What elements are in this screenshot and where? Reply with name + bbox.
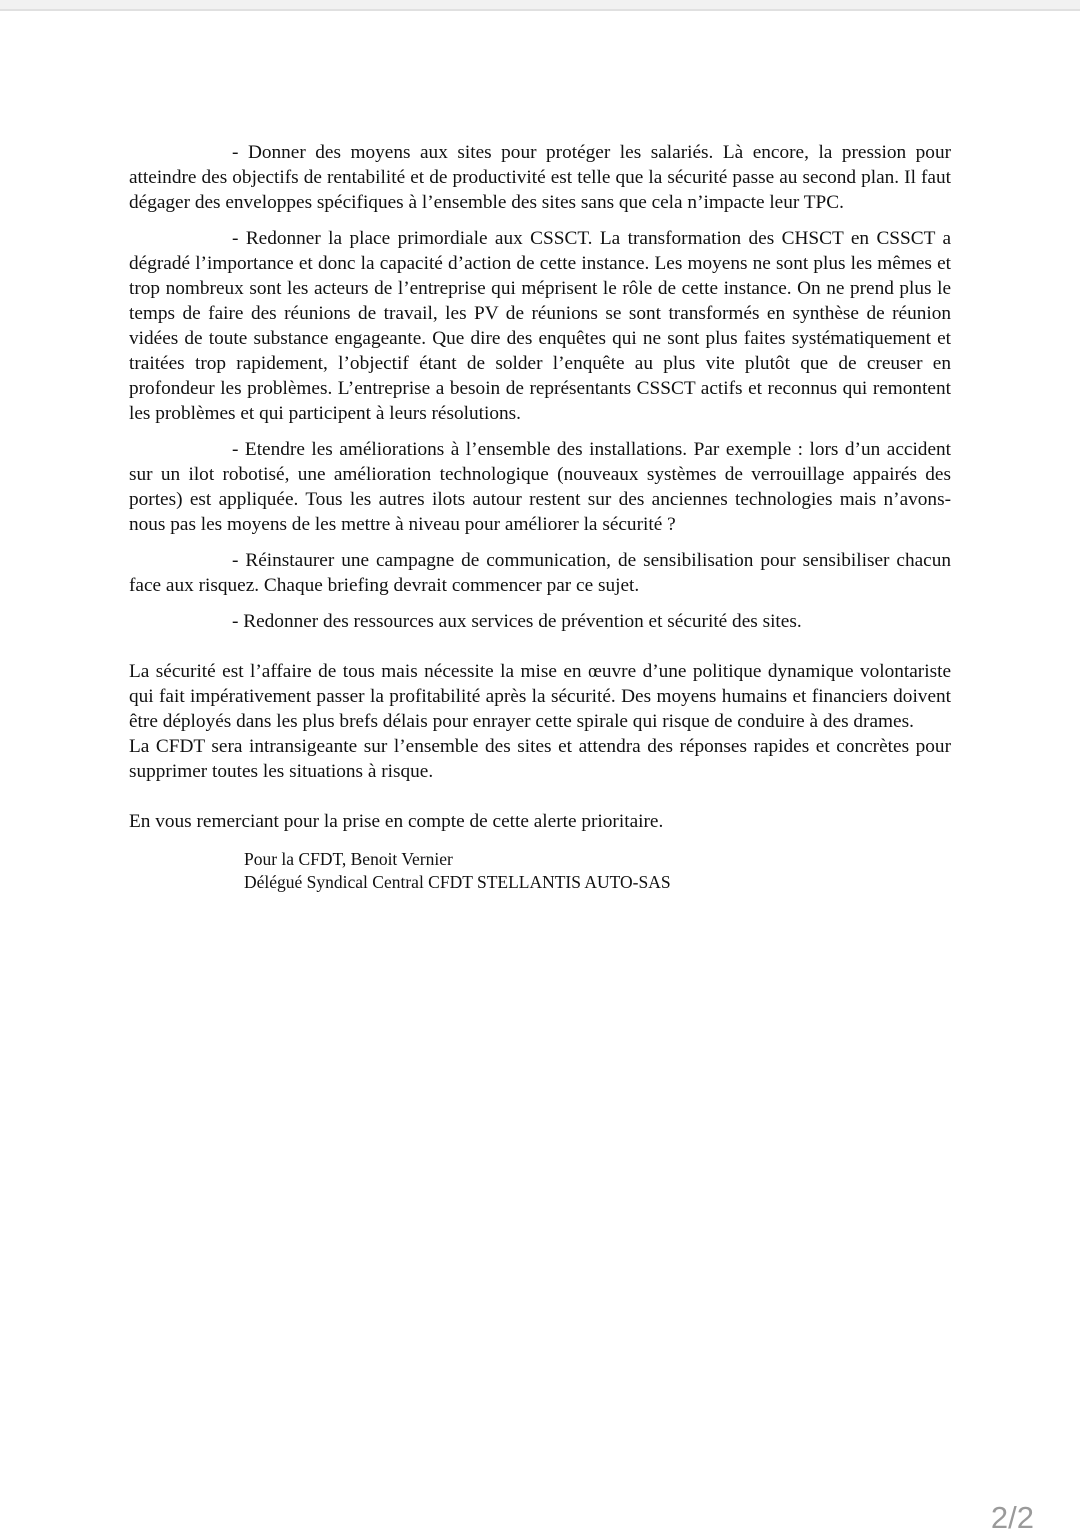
- conclusion-paragraph: La CFDT sera intransigeante sur l’ensemble des sites et attendra des réponses rapides et concrètes pour supprimer toutes les situations à risque.: [129, 736, 951, 782]
- viewer-top-bar: [0, 0, 1080, 11]
- closing-line: En vous remerciant pour la prise en compte de cette alerte prioritaire.: [129, 811, 664, 832]
- document-page: [129, 140, 951, 894]
- bullet-item: - Réinstaurer une campagne de communication, de sensibilisation pour sensibiliser chacun face aux risquez. Chaque briefing devrait commencer par ce sujet.: [129, 550, 951, 596]
- page-indicator: 2/2: [990, 1500, 1034, 1535]
- bullet-item: - Redonner des ressources aux services de prévention et sécurité des sites.: [232, 611, 802, 632]
- bullet-item: - Etendre les améliorations à l’ensemble des installations. Par exemple : lors d’un accident sur un ilot robotisé, une amélioration technologique (nouveaux systèmes de verrouillage appairés des portes) est appliquée. Tous les autres ilots autour restent sur des anciennes technologies mais n’avons-nous pas les moyens de les mettre à niveau pour améliorer la sécurité ?: [129, 439, 951, 535]
- signature-name: Pour la CFDT, Benoit Vernier: [244, 849, 453, 869]
- spacer: [129, 645, 951, 659]
- conclusion-paragraph: La sécurité est l’affaire de tous mais nécessite la mise en œuvre d’une politique dynamique volontariste qui fait impérativement passer la profitabilité après la sécurité. Des moyens humains et financiers doivent être déployés dans les plus brefs délais pour enrayer cette spirale qui risque de conduire à des drames.: [129, 661, 951, 732]
- bullet-item: - Donner des moyens aux sites pour protéger les salariés. Là encore, la pression pour atteindre des objectifs de rentabilité et de productivité est telle que la sécurité passe au second plan. Il faut dégager des enveloppes spécifiques à l’ensemble des sites sans que cela n’impacte leur TPC.: [129, 142, 951, 213]
- bullet-item: - Redonner la place primordiale aux CSSCT. La transformation des CHSCT en CSSCT a dégradé l’importance et donc la capacité d’action de cette instance. Les moyens ne sont plus les mêmes et trop nombreux sont les acteurs de l’entreprise qui méprisent le rôle de cette instance. On ne prend plus le temps de faire des réunions de travail, les PV de réunions se sont transformés en synthèse de réunion vidées de toute substance engageante. Que dire des enquêtes qui ne sont plus faites systématiquement et traitées trop rapidement, l’objectif étant de solder l’enquête au plus vite plutôt que de creuser en profondeur les problèmes. L’entreprise a besoin de représentants CSSCT actifs et reconnus qui remontent les problèmes et qui participent à leurs résolutions.: [129, 228, 951, 424]
- spacer: [129, 795, 951, 809]
- signature-title: Délégué Syndical Central CFDT STELLANTIS AUTO-SAS: [244, 872, 671, 892]
